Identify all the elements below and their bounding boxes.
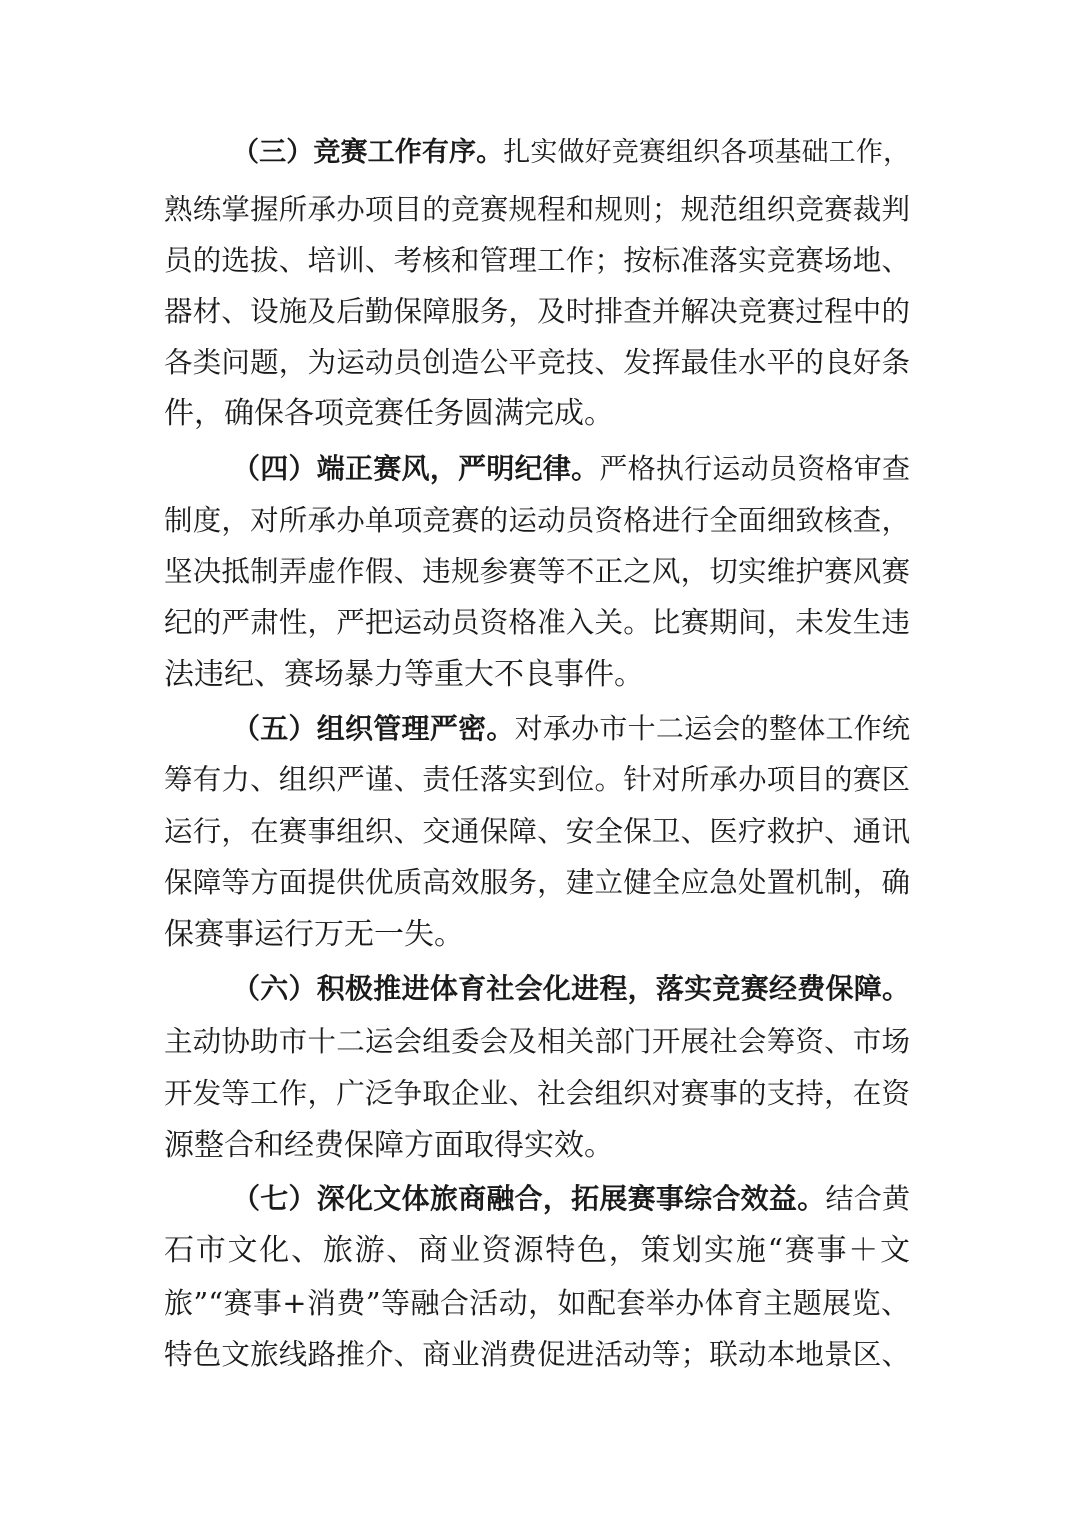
paragraph-7-line-1 <box>232 1176 910 1222</box>
paragraph-3-text: 扎实做好竞赛组织各项基础工作， <box>503 137 910 168</box>
paragraph-3-line-5: 各类问题，为运动员创造公平竞技、发挥最佳水平的良好条 <box>164 346 910 379</box>
paragraph-5-line-2: 筹有力、组织严谨、责任落实到位。针对所承办项目的赛区 <box>164 763 910 796</box>
paragraph-6-line-2: 主动协助市十二运会组委会及相关部门开展社会筹资、市场 <box>164 1025 910 1058</box>
paragraph-4-line-5: 法违纪、赛场暴力等重大不良事件。 <box>164 657 644 692</box>
paragraph-4-line-1 <box>232 446 910 492</box>
paragraph-7-text: 结合黄 <box>825 1182 910 1215</box>
paragraph-6-line-3: 开发等工作，广泛争取企业、社会组织对赛事的支持，在资 <box>164 1077 910 1110</box>
paragraph-3-heading: （三）竞赛工作有序。 <box>232 137 504 168</box>
paragraph-3-line-6: 件，确保各项竞赛任务圆满完成。 <box>164 396 614 431</box>
paragraph-7-line-3: 旅”“赛事+消费”等融合活动，如配套举办体育主题展览、 <box>164 1286 910 1320</box>
paragraph-6-line-1 <box>232 966 910 1012</box>
paragraph-5-heading: （五）组织管理严密。 <box>232 712 515 745</box>
paragraph-7-line-2: 石市文化、旅游、商业资源特色，策划实施“赛事＋文 <box>164 1233 910 1268</box>
paragraph-3-line-3: 员的选拔、培训、考核和管理工作；按标准落实竞赛场地、 <box>164 244 910 277</box>
paragraph-3-line-1 <box>232 130 910 176</box>
paragraph-5-line-1 <box>232 706 910 752</box>
paragraph-5-line-5: 保赛事运行万无一失。 <box>164 917 464 952</box>
paragraph-7-line-4: 特色文旅线路推介、商业消费促进活动等；联动本地景区、 <box>164 1338 910 1371</box>
paragraph-6-heading: （六）积极推进体育社会化进程，落实竞赛经费保障。 <box>232 972 910 1005</box>
paragraph-6-line-4: 源整合和经费保障方面取得实效。 <box>164 1128 614 1163</box>
paragraph-4-text: 严格执行运动员资格审查 <box>599 452 910 485</box>
paragraph-5-line-4: 保障等方面提供优质高效服务，建立健全应急处置机制，确 <box>164 866 910 899</box>
paragraph-4-line-4: 纪的严肃性，严把运动员资格准入关。比赛期间，未发生违 <box>164 606 910 639</box>
paragraph-4-line-2: 制度，对所承办单项竞赛的运动员资格进行全面细致核查， <box>164 504 910 537</box>
paragraph-4-line-3: 坚决抵制弄虚作假、违规参赛等不正之风，切实维护赛风赛 <box>164 555 910 588</box>
paragraph-7-heading: （七）深化文体旅商融合，拓展赛事综合效益。 <box>232 1182 826 1215</box>
paragraph-4-heading: （四）端正赛风，严明纪律。 <box>232 452 600 485</box>
paragraph-5-text: 对承办市十二运会的整体工作统 <box>514 712 910 745</box>
paragraph-5-line-3: 运行，在赛事组织、交通保障、安全保卫、医疗救护、通讯 <box>164 815 910 848</box>
paragraph-3-line-2: 熟练掌握所承办项目的竞赛规程和规则；规范组织竞赛裁判 <box>164 193 910 226</box>
paragraph-3-line-4: 器材、设施及后勤保障服务，及时排查并解决竞赛过程中的 <box>164 295 910 328</box>
